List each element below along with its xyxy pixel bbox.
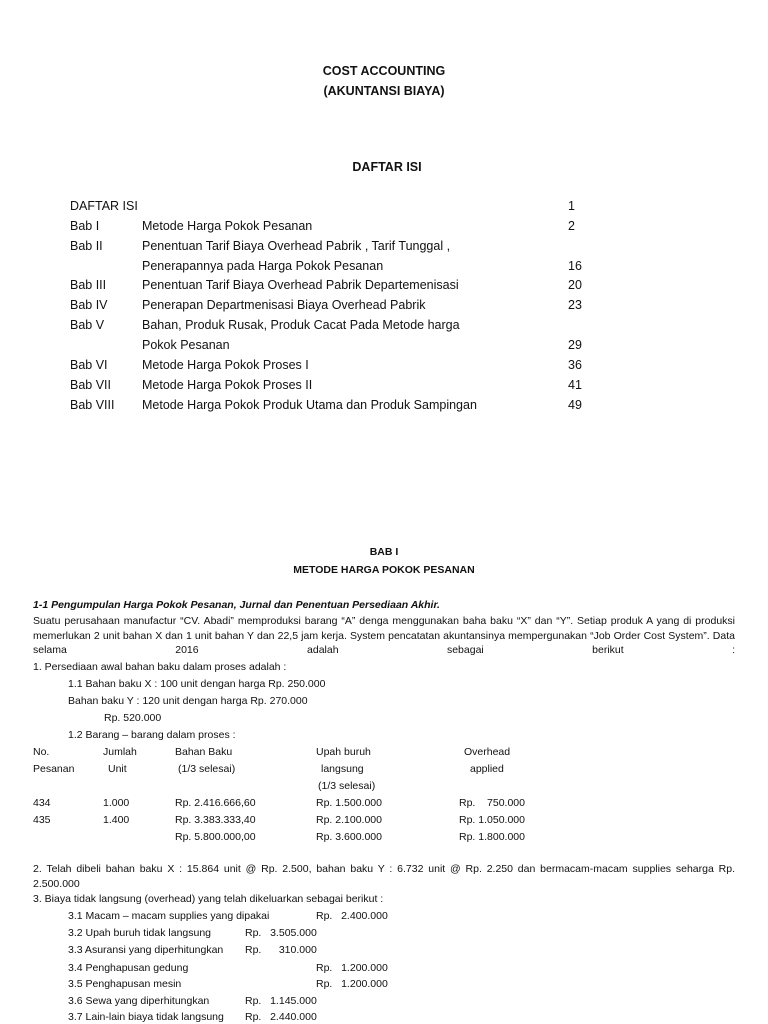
list-item-value: Rp. 1.200.000 — [316, 962, 388, 974]
chapter-label: BAB I — [369, 546, 399, 558]
col-header-jumlah: Jumlah — [103, 746, 137, 758]
toc-bab[interactable]: Bab I — [70, 219, 100, 233]
cell-upah: Rp. 3.600.000 — [316, 831, 382, 843]
list-item-value: Rp. 3.505.000 — [245, 927, 317, 939]
list-item-value: Rp. 2.400.000 — [316, 910, 388, 922]
toc-bab[interactable]: Bab V — [70, 318, 105, 332]
intro-paragraph: Suatu perusahaan manufactur “CV. Abadi” memproduksi barang “A” denga menggunakan baha baku “X” dan “Y”. Setiap produk A yang di produksi memerlukan 2 unit bahan X dan 1 unit bahan Y dan 22,5 jam kerja. System pencatatan akuntansinya mempergunakan “Job Order Cost System”. Data selama 2016 adalah sebagai berikut : — [33, 615, 735, 656]
col-header-no: Pesanan — [33, 763, 75, 775]
col-header-upah: Upah buruh — [316, 746, 371, 758]
cell-overhead: Rp. 750.000 — [459, 797, 525, 809]
section-title: 1-1 Pengumpulan Harga Pokok Pesanan, Jurnal dan Penentuan Persediaan Akhir. — [33, 599, 440, 611]
toc-page: 23 — [568, 298, 582, 312]
toc-page: 2 — [568, 219, 575, 233]
item-1: 1. Persediaan awal bahan baku dalam proses adalah : — [33, 661, 287, 673]
toc-title-cont[interactable]: Pokok Pesanan — [142, 338, 230, 352]
col-header-no: No. — [33, 746, 50, 758]
toc-bab[interactable]: Bab IV — [70, 298, 108, 312]
item-1-1: 1.1 Bahan baku X : 100 unit dengan harga Rp. 250.000 — [68, 678, 326, 690]
list-item-value: Rp. 2.440.000 — [245, 1011, 317, 1023]
document-title: COST ACCOUNTING — [322, 64, 446, 78]
col-header-bahan: (1/3 selesai) — [178, 763, 236, 775]
list-item: 3.5 Penghapusan mesin — [68, 978, 182, 990]
col-header-upah: (1/3 selesai) — [318, 780, 376, 792]
list-item-value: Rp. 1.145.000 — [245, 995, 317, 1007]
item-1-1-total: Rp. 520.000 — [104, 712, 162, 724]
toc-title[interactable]: Penerapan Departmenisasi Biaya Overhead Pabrik — [142, 298, 426, 312]
cell-upah: Rp. 1.500.000 — [316, 797, 382, 809]
toc-title[interactable]: Bahan, Produk Rusak, Produk Cacat Pada Metode harga — [142, 318, 460, 332]
cell-unit: 1.400 — [103, 814, 130, 826]
list-item: 3.6 Sewa yang diperhitungkan — [68, 995, 210, 1007]
toc-title[interactable]: Metode Harga Pokok Proses I — [142, 358, 309, 372]
toc-bab[interactable]: Bab VIII — [70, 398, 115, 412]
list-item-value: Rp. 1.200.000 — [316, 978, 388, 990]
toc-page: 20 — [568, 278, 582, 292]
item-1-2: 1.2 Barang – barang dalam proses : — [68, 729, 236, 741]
toc-title[interactable]: Penentuan Tarif Biaya Overhead Pabrik , Tarif Tunggal , — [142, 239, 451, 253]
list-item: 3.7 Lain-lain biaya tidak langsung — [68, 1011, 224, 1023]
cell-overhead: Rp. 1.800.000 — [459, 831, 525, 843]
list-item: 3.1 Macam – macam supplies yang dipakai — [68, 910, 270, 922]
cell-bahan: Rp. 5.800.000,00 — [175, 831, 256, 843]
toc-page: 49 — [568, 398, 582, 412]
col-header-bahan: Bahan Baku — [175, 746, 233, 758]
list-item-value: Rp. 310.000 — [245, 944, 317, 956]
toc-bab[interactable]: Bab II — [70, 239, 103, 253]
toc-bab[interactable]: Bab VI — [70, 358, 108, 372]
toc-title[interactable]: Metode Harga Pokok Produk Utama dan Produk Sampingan — [142, 398, 477, 412]
toc-bab[interactable]: Bab VII — [70, 378, 111, 392]
toc-bab[interactable]: Bab III — [70, 278, 107, 292]
toc-page: 36 — [568, 358, 582, 372]
toc-page: 41 — [568, 378, 582, 392]
col-header-jumlah: Unit — [108, 763, 127, 775]
toc-heading: DAFTAR ISI — [352, 160, 422, 174]
item-3: 3. Biaya tidak langsung (overhead) yang telah dikeluarkan sebagai berikut : — [33, 893, 384, 905]
cell-no: 435 — [33, 814, 51, 826]
toc-title-cont[interactable]: Penerapannya pada Harga Pokok Pesanan — [142, 259, 384, 273]
cell-bahan: Rp. 2.416.666,60 — [175, 797, 256, 809]
cell-unit: 1.000 — [103, 797, 130, 809]
cell-bahan: Rp. 3.383.333,40 — [175, 814, 256, 826]
chapter-title: METODE HARGA POKOK PESANAN — [293, 564, 475, 576]
document-subtitle: (AKUNTANSI BIAYA) — [323, 84, 445, 98]
toc-bab[interactable]: DAFTAR ISI — [70, 199, 138, 213]
toc-title[interactable]: Metode Harga Pokok Proses II — [142, 378, 313, 392]
toc-page: 29 — [568, 338, 582, 352]
toc-title[interactable]: Metode Harga Pokok Pesanan — [142, 219, 313, 233]
col-header-overhead: Overhead — [464, 746, 511, 758]
col-header-upah: langsung — [321, 763, 364, 775]
list-item: 3.2 Upah buruh tidak langsung — [68, 927, 212, 939]
cell-no: 434 — [33, 797, 51, 809]
cell-overhead: Rp. 1.050.000 — [459, 814, 525, 826]
toc-page: 16 — [568, 259, 582, 273]
toc-title[interactable]: Penentuan Tarif Biaya Overhead Pabrik Departemenisasi — [142, 278, 459, 292]
cell-upah: Rp. 2.100.000 — [316, 814, 382, 826]
item-1-1-b: Bahan baku Y : 120 unit dengan harga Rp. 270.000 — [68, 695, 308, 707]
item-2: 2. Telah dibeli bahan baku X : 15.864 unit @ Rp. 2.500, bahan baku Y : 6.732 unit @ Rp. 2.250 dan bermacam-macam supplies seharga Rp. 2.500.000 — [33, 863, 735, 890]
list-item: 3.3 Asuransi yang diperhitungkan — [68, 944, 224, 956]
toc-page: 1 — [568, 199, 575, 213]
list-item: 3.4 Penghapusan gedung — [68, 962, 189, 974]
col-header-overhead: applied — [470, 763, 504, 775]
